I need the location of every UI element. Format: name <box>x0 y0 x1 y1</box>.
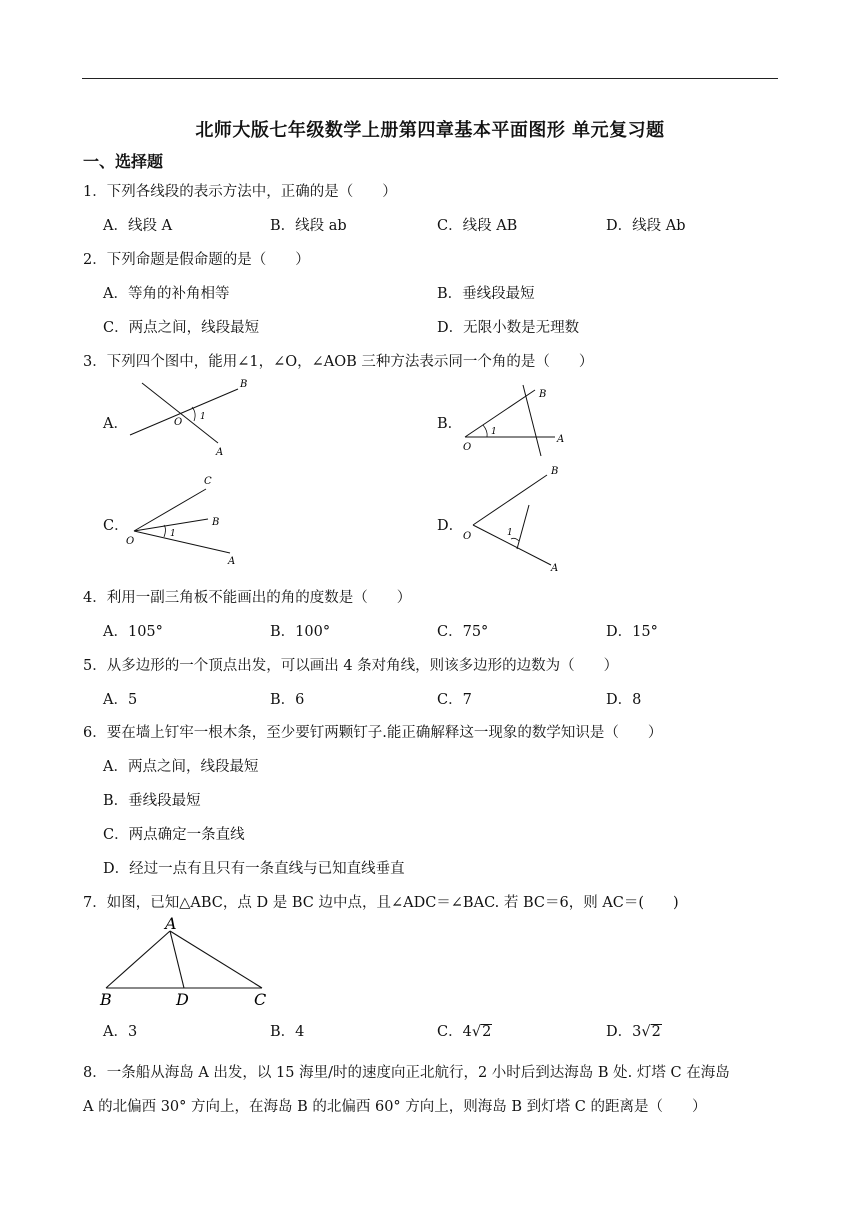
q1-option-b[interactable]: B．线段 ab <box>270 218 347 234</box>
question-8-line-1: 8．一条船从海岛 A 出发，以 15 海里/时的速度向正北航行，2 小时后到达海岛 B 处. 灯塔 C 在海岛 <box>83 1065 730 1081</box>
q4-option-d[interactable]: D．15° <box>606 624 658 640</box>
q7-triangle-figure <box>96 915 276 1007</box>
figure-label-c: C <box>254 990 267 1007</box>
q7-option-a[interactable]: A．3 <box>103 1024 138 1040</box>
question-4-stem: 4．利用一副三角板不能画出的角的度数是（ ） <box>83 590 412 606</box>
figure-label-a: A <box>165 915 177 933</box>
figure-label-d: D <box>176 990 189 1007</box>
figure-label-o: O <box>126 536 135 547</box>
figure-label-b: B <box>551 466 559 477</box>
figure-label-b: B <box>100 990 112 1007</box>
q3-figure-b <box>455 380 585 460</box>
q4-option-a[interactable]: A．105° <box>103 624 163 640</box>
figure-label-o: O <box>463 442 472 453</box>
figure-label-b: B <box>212 517 220 528</box>
q6-option-b[interactable]: B．垂线段最短 <box>103 793 201 809</box>
document-title: 北师大版七年级数学上册第四章基本平面图形 单元复习题 <box>195 120 665 141</box>
figure-label-c: C <box>204 476 212 487</box>
q4-option-b[interactable]: B．100° <box>270 624 331 640</box>
question-5-stem: 5．从多边形的一个顶点出发，可以画出 4 条对角线，则该多边形的边数为（ ） <box>83 658 619 674</box>
q6-option-c[interactable]: C．两点确定一条直线 <box>103 827 245 843</box>
q5-option-b[interactable]: B．6 <box>270 692 305 708</box>
q2-option-c[interactable]: C．两点之间，线段最短 <box>103 320 260 336</box>
q3-option-c[interactable]: C． <box>103 518 129 534</box>
q7-option-d[interactable] <box>606 1020 662 1041</box>
question-2-stem: 2．下列命题是假命题的是（ ） <box>83 252 310 268</box>
q2-option-b[interactable]: B．垂线段最短 <box>437 286 535 302</box>
q7-option-b[interactable]: B．4 <box>270 1024 305 1040</box>
q4-option-c[interactable]: C．75° <box>437 624 489 640</box>
q3-option-d[interactable]: D． <box>437 518 464 534</box>
figure-label-a: A <box>551 563 559 574</box>
figure-label-b: B <box>539 389 547 400</box>
q7-option-c-radicand: 2 <box>482 1024 492 1040</box>
figure-label-a: A <box>557 434 565 445</box>
q5-option-d[interactable]: D．8 <box>606 692 642 708</box>
figure-label-o: O <box>174 417 183 428</box>
q7-option-d-label: D．3 <box>606 1024 642 1040</box>
question-8-line-2: A 的北偏西 30° 方向上，在海岛 B 的北偏西 60° 方向上，则海岛 B 到灯塔 C 的距离是（ ） <box>83 1099 707 1115</box>
question-1-stem: 1．下列各线段的表示方法中，正确的是（ ） <box>83 184 397 200</box>
q1-option-c[interactable]: C．线段 AB <box>437 218 518 234</box>
question-7-stem: 7．如图，已知△ABC，点 D 是 BC 边中点，且∠ADC＝∠BAC. 若 BC＝6，则 AC＝( ) <box>83 895 679 911</box>
q1-option-a[interactable]: A．线段 A <box>103 218 173 234</box>
figure-label-1: 1 <box>491 427 497 437</box>
q5-option-c[interactable]: C．7 <box>437 692 472 708</box>
figure-label-o: O <box>463 531 472 542</box>
figure-label-1: 1 <box>170 529 176 539</box>
header-rule <box>82 78 778 79</box>
q5-option-a[interactable]: A．5 <box>103 692 138 708</box>
question-3-stem: 3．下列四个图中，能用∠1，∠O，∠AOB 三种方法表示同一个角的是（ ） <box>83 354 594 370</box>
q3-figure-c <box>120 473 250 568</box>
q2-option-d[interactable]: D．无限小数是无理数 <box>437 320 580 336</box>
sqrt-icon: √ <box>471 1024 482 1040</box>
figure-label-1: 1 <box>200 412 206 422</box>
figure-label-1: 1 <box>507 528 513 538</box>
question-6-stem: 6．要在墙上钉牢一根木条，至少要钉两颗钉子.能正确解释这一现象的数学知识是（ ） <box>83 725 663 741</box>
q3-option-a[interactable]: A． <box>103 416 128 432</box>
figure-label-b: B <box>240 379 248 390</box>
sqrt-icon: √ <box>641 1024 651 1040</box>
figure-label-a: A <box>216 447 224 458</box>
q2-option-a[interactable]: A．等角的补角相等 <box>103 286 230 302</box>
q3-figure-d <box>455 465 585 575</box>
q6-option-a[interactable]: A．两点之间，线段最短 <box>103 759 259 775</box>
q3-option-b[interactable]: B． <box>437 416 463 432</box>
section-heading: 一、选择题 <box>83 152 164 171</box>
q6-option-d[interactable]: D．经过一点有且只有一条直线与已知直线垂直 <box>103 861 405 877</box>
q7-option-c[interactable] <box>437 1020 492 1041</box>
q3-figure-a <box>120 375 260 460</box>
q7-option-c-label: C．4 <box>437 1024 472 1040</box>
q1-option-d[interactable]: D．线段 Ab <box>606 218 686 234</box>
q7-option-d-radicand: 2 <box>651 1024 661 1040</box>
figure-label-a: A <box>228 556 236 567</box>
